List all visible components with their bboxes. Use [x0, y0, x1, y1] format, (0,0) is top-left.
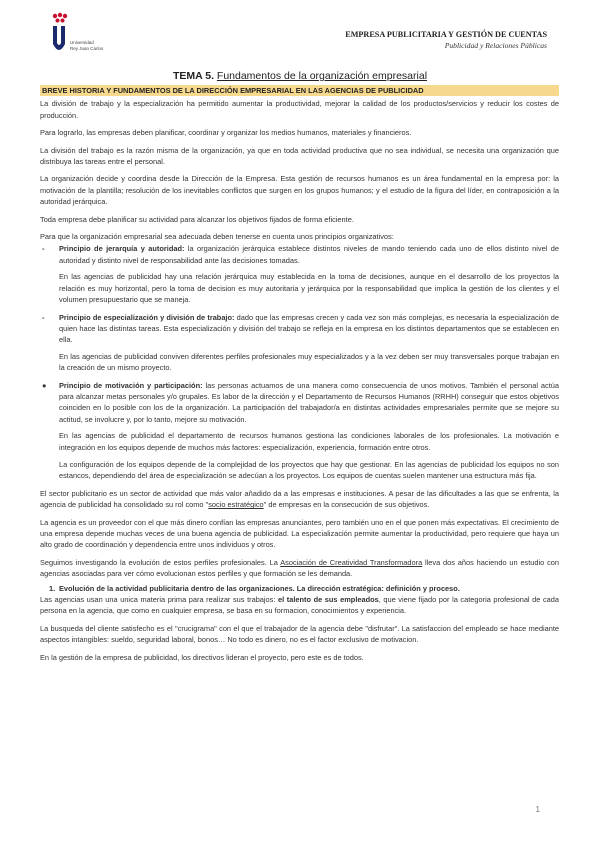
principle-label: Principio de jerarquía y autoridad:	[59, 244, 185, 254]
u-letter-icon	[52, 26, 66, 52]
university-logo	[52, 12, 122, 56]
principle-item	[40, 380, 559, 426]
paragraph: En la gestión de la empresa de publicidad, los directivos lideran el proyecto, pero este es de todos.	[40, 652, 364, 662]
university-name-line2: Rey Juan Carlos	[70, 46, 104, 51]
principle-label: Principio de especialización y división de trabajo:	[59, 312, 235, 322]
paragraph	[40, 557, 559, 580]
asociacion-link[interactable]: Asociación de Creatividad Transformadora	[280, 557, 423, 567]
course-title: EMPRESA PUBLICITARIA Y GESTIÓN DE CUENTAS	[345, 30, 547, 39]
bullet: ●	[42, 380, 47, 390]
section-heading: BREVE HISTORIA Y FUNDAMENTOS DE LA DIRECCIÓN EMPRESARIAL EN LAS AGENCIAS DE PUBLICIDAD	[40, 85, 559, 96]
paragraph: La agencia es un proveedor con el que más dinero confían las empresas anunciantes, pero también uno en el que ponen más expectativas. El crecimiento de una empresa depende muchas veces de una buena agencia de publicidad. La especialización permite aumentar la productividad, pero requiere que haya un alto grado de coordinación y dependencia entre unos individuos y otros.	[40, 517, 559, 550]
text-run: , que viene fijado por la categoria profesional de cada persona en la agencia, que como en cualquier empresa, se basa en su formacion, conocimientos y experiencia.	[40, 595, 559, 616]
paragraph: La organización decide y coordina desde la Dirección de la Empresa. Esta gestión de recursos humanos es un área fundamental en la empresa por: la motivación de la plantilla; resolución de los inevitables conflictos que surgen en los grupos humanos; y el estudio de la figura del líder, en contraposición a la autoridad jerárquica.	[40, 174, 559, 207]
principle-text: la organización jerárquica establece distintos niveles de mando teniendo cada uno de ellos distinto nivel de autoridad y distinto nivel de responsabilidad ante las decisiones tomadas.	[59, 244, 560, 265]
text-run: Seguimos investigando la evolución de estos perfiles profesionales. La	[40, 557, 281, 567]
principle-label: Principio de motivación y participación:	[59, 380, 203, 390]
bullet: -	[42, 312, 45, 322]
socio-estrategico-link[interactable]: socio estratégico	[208, 500, 264, 510]
heading-text: Evolución de la actividad publicitaria dentro de las organizaciones. La dirección estratégica: definición y proceso.	[59, 583, 460, 593]
paragraph: La división de trabajo y la especialización ha permitido aumentar la productividad, mejorar la calidad de los productos/servicios y reducir los costes de producción.	[40, 99, 559, 120]
paragraph: Toda empresa debe planificar su actividad para alcanzar los objetivos fijados de forma eficiente.	[40, 214, 354, 224]
course-header	[345, 30, 547, 50]
numbered-heading	[40, 583, 559, 594]
principle-detail: En las agencias de publicidad el departamento de recursos humanos gestiona las condiciones laborales de los profesionales. La motivación e integración en los equipos depende de muchos más factores: especialización, experiencia, formación entre otros.	[59, 431, 559, 452]
bold-text: el talento de sus empleados	[278, 595, 379, 605]
paragraph	[40, 488, 559, 511]
principle-text: dado que las empresas crecen y cada vez son más complejas, es necesaria la especialización de quien hace las distintas tareas. Esta especialización y división del trabajo se refleja en la empresa en los distintos departamentos que se establecen en ella.	[59, 312, 559, 345]
paragraph: La busqueda del cliente satisfecho es el "crucigrama" con el que el trabajador de la agencia debe "disfrutar". La satisfaccion del empleado se hace mediante aspectos intangibles: sueldo, seguridad laboral, bonos… No todo es dinero, no es el factor exclusivo de motivacion.	[40, 623, 559, 645]
main-content	[40, 85, 559, 669]
text-run: " de empresas en la consecución de sus objetivos.	[263, 500, 430, 510]
title-text: Fundamentos de la organización empresarial	[216, 70, 428, 82]
principle-item	[40, 243, 559, 266]
text-run: Las agencias usan una unica materia prima para realizar sus trabajos:	[40, 595, 279, 605]
bullet: -	[42, 244, 45, 254]
principle-text: las personas actuamos de una manera como consecuencia de unos motivos. También el personal actúa para alcanzar metas personales y/o grupales. Es labor de la dirección y el Departamento de Recursos Humanos (RRHH) conseguir que estos objetivos coinciden en lo posible con los de la organización. La participación del trabajador/a en distintas actividades empresariales permite que se mejore su actitud, se involucre y, por lo tanto, mejore su motivación.	[59, 380, 559, 424]
paragraph: Para lograrlo, las empresas deben planificar, coordinar y organizar los medios humanos, materiales y financieros.	[40, 128, 412, 138]
principle-detail: En las agencias de publicidad hay una relación jerárquica muy establecida en la toma de decisiones, aunque en el desarrollo de los proyectos la relación es muy horizontal, pero la toma de decision es muy autoritaria y jerárquica por la responsabilidad que implica la gestión de los clientes y el volumen presupuestario que se maneja.	[59, 272, 559, 305]
crown-icon	[52, 12, 68, 24]
heading-number: 1.	[49, 583, 56, 593]
text-run: El sector publicitario es un sector de actividad que más valor añadido da a las empresas e instituciones. A pesar de las dificultades a las que se enfrenta, la agencia de publicidad ha consolidado su rol como "	[40, 488, 559, 510]
paragraph: Para que la organización empresarial sea adecuada deben tenerse en cuenta unos principios organizativos:	[40, 232, 394, 242]
text-run: lleva dos años haciendo un estudio con agencias asociadas para ver cómo evolucionan estos perfiles y que formación se les demanda.	[40, 557, 560, 579]
title-prefix: TEMA 5.	[172, 70, 214, 82]
principle-item	[40, 312, 559, 346]
principle-detail: La configuración de los equipos depende de la complejidad de los proyectos que hay que gestionar. En las agencias de publicidad los equipos no son estancos, dependiendo del área de especialización se adecúan a los proyectos. Los equipos de cuentas suelen mantener una estructura más fija.	[59, 459, 559, 481]
course-subtitle: Publicidad y Relaciones Públicas	[444, 41, 547, 50]
university-name-line1: Universidad	[70, 40, 94, 45]
page-title	[0, 70, 600, 82]
university-name	[70, 40, 103, 52]
principle-detail: En las agencias de publicidad conviven diferentes perfiles profesionales muy especializados y a la vez deben ser muy transversales porque trabajan en la creación de un mismo proyecto.	[59, 351, 559, 373]
paragraph	[40, 594, 559, 617]
page-number: 1	[535, 805, 540, 814]
paragraph: La división del trabajo es la razón misma de la organización, ya que en toda actividad productiva que no sea individual, se necesita una organización que distribuya las tareas entre el personal.	[40, 145, 559, 167]
